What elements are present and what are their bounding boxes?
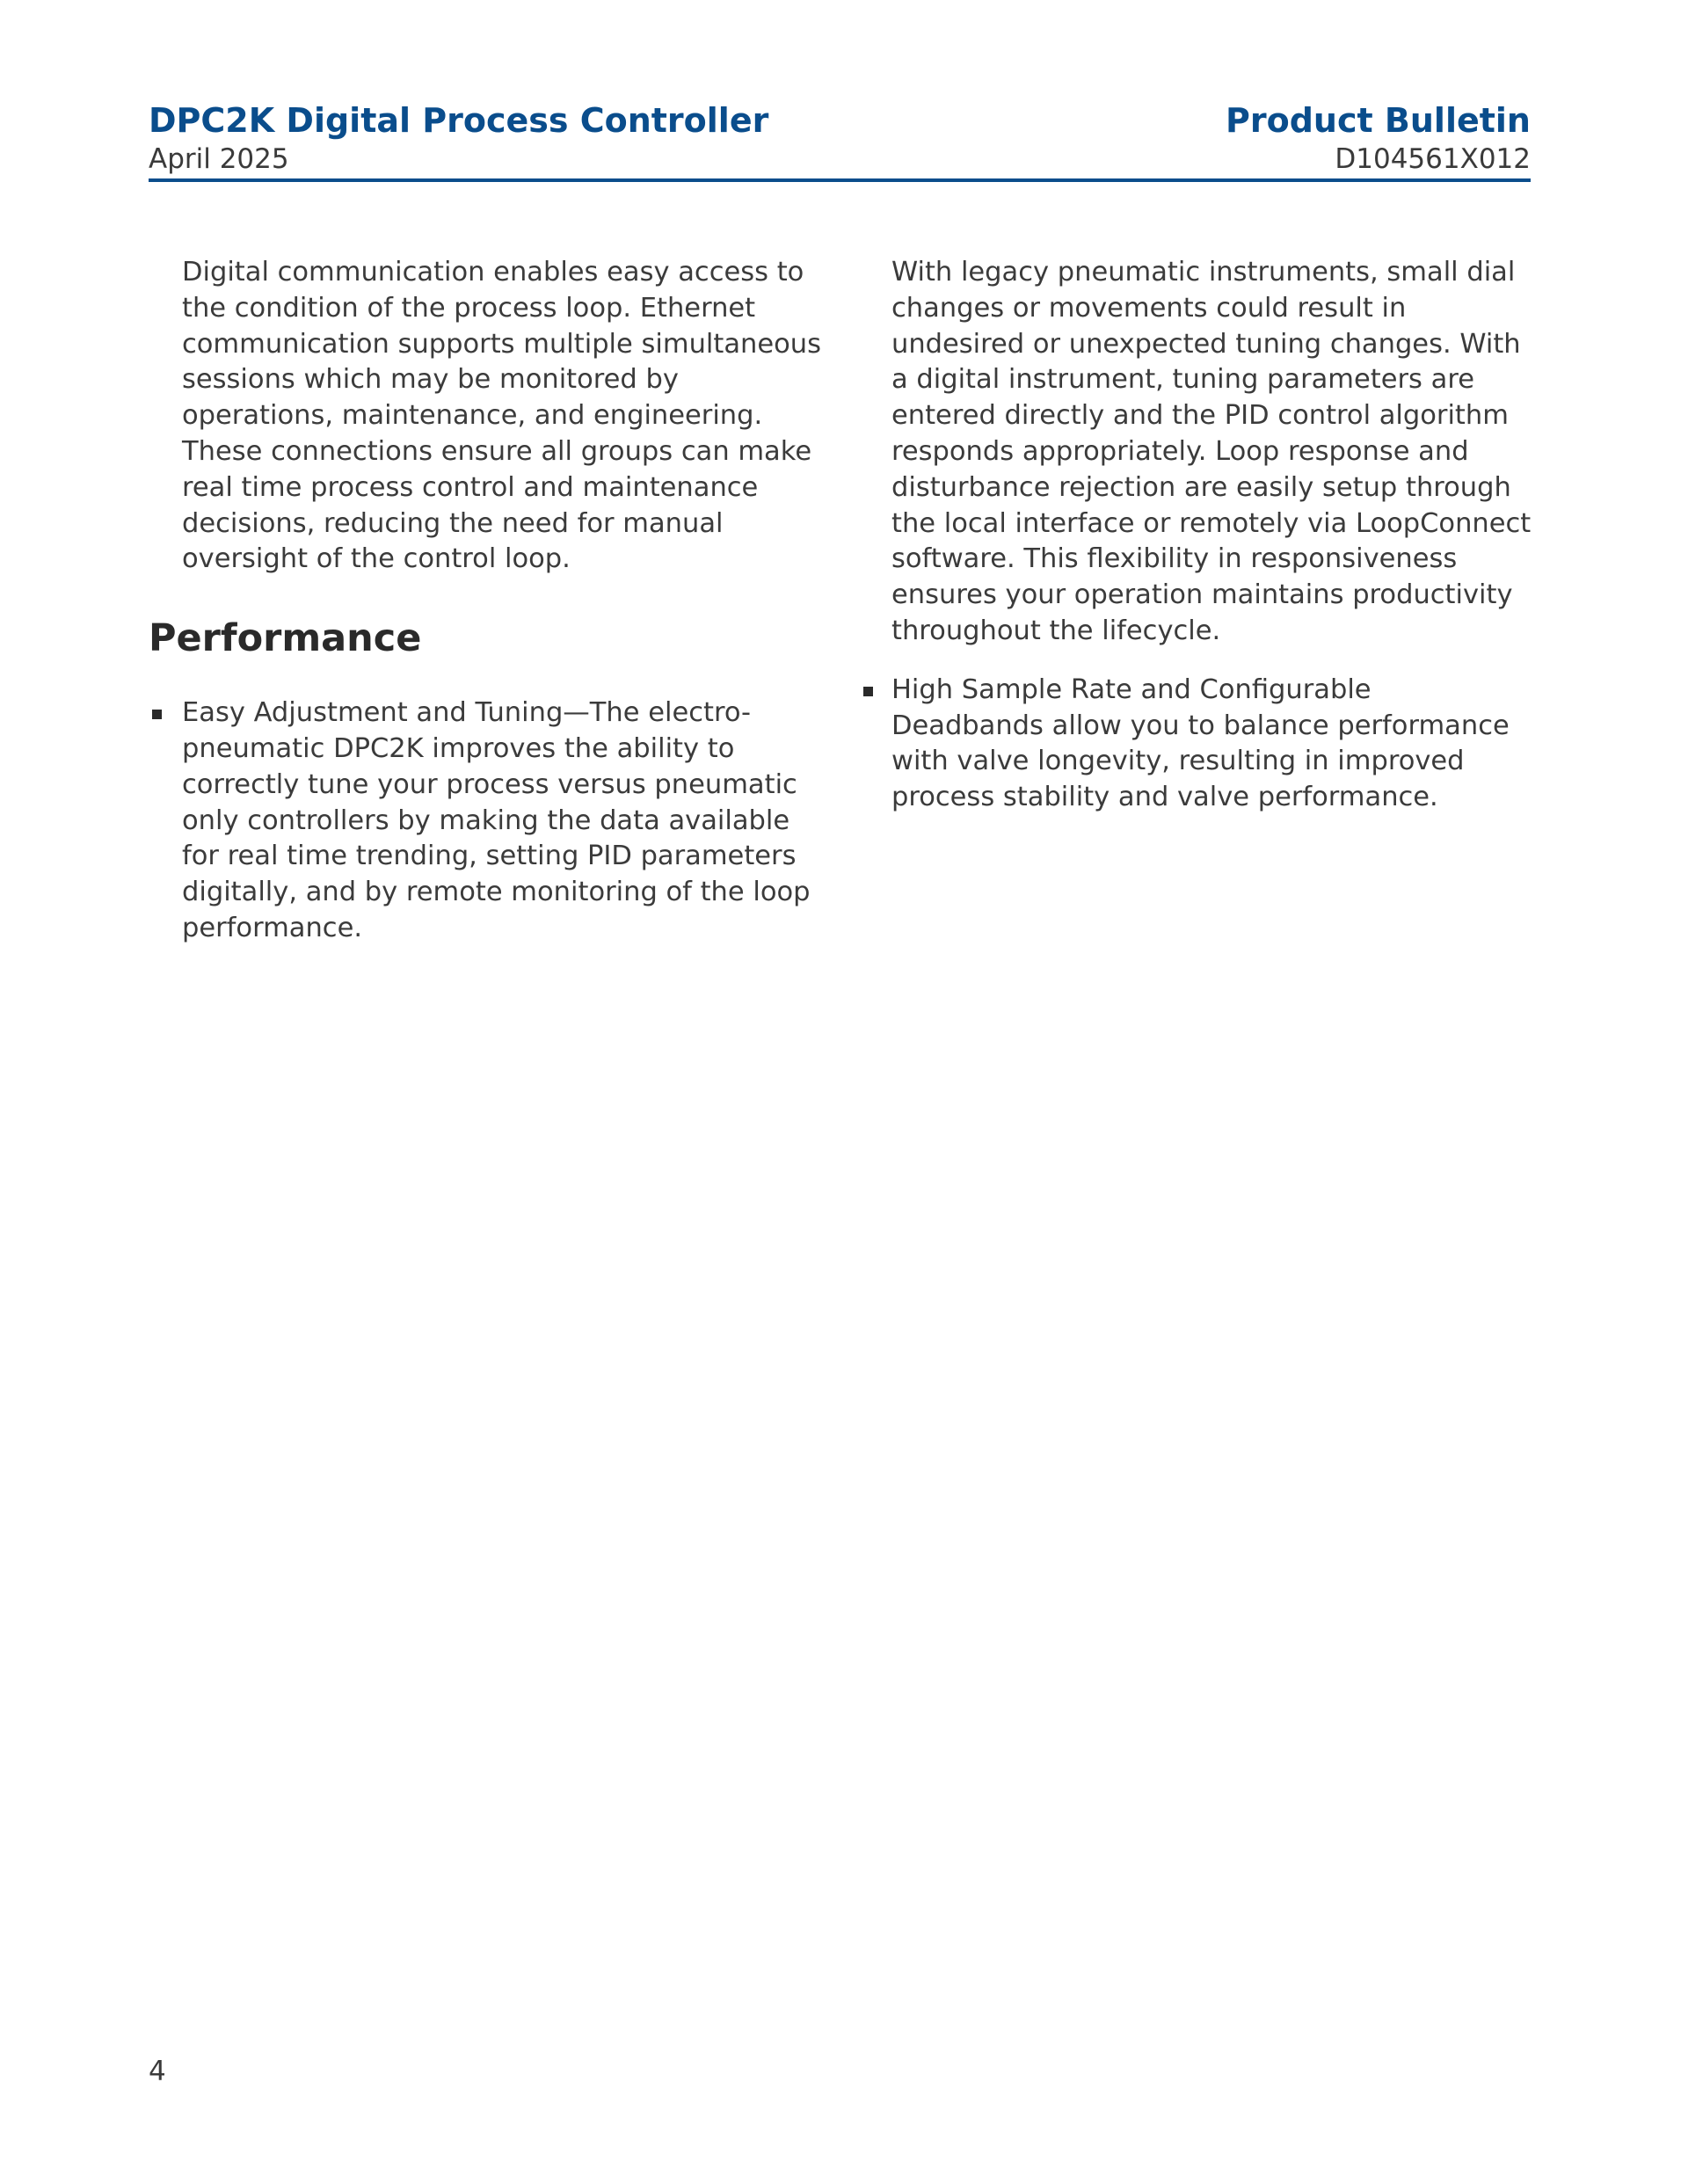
bullet-square-icon: [863, 687, 873, 696]
bullet-text-high-sample-rate: High Sample Rate and Configurable Deadbands allow you to balance performance with valve longevity, resulting in improved process stability and valve performance.: [891, 673, 1510, 813]
page-number: 4: [149, 2056, 166, 2087]
right-column: [863, 255, 1532, 816]
bullet-item: [863, 673, 1532, 816]
header-top-row: [149, 98, 1531, 142]
page-header: [149, 98, 1531, 183]
intro-paragraph: Digital communication enables easy access to the condition of the process loop. Ethernet communication supports multiple simultaneous sessions which may be monitored by operations, maintenance, and engineering. These connections ensure all groups can make real time process control and maintenance decisions, reducing the need for manual oversight of the control loop.: [182, 257, 821, 575]
document-date: April 2025: [149, 143, 289, 175]
document-type: Product Bulletin: [1226, 101, 1531, 140]
header-divider: [149, 178, 1531, 182]
document-number: D104561X012: [1335, 143, 1531, 175]
bullet-square-icon: [152, 710, 162, 719]
bullet-item: [149, 695, 834, 947]
header-bottom-row: [149, 142, 1531, 176]
right-paragraph: With legacy pneumatic instruments, small dial changes or movements could result in undesired or unexpected tuning changes. With a digital instrument, tuning parameters are entered directly and the PID control algorithm responds appropriately. Loop response and disturbance rejection are easily setup through the local interface or remotely via LoopConnect software. This flexibility in responsiveness ensures your operation maintains productivity throughout the lifecycle.: [891, 257, 1532, 646]
section-heading-performance: Performance: [149, 616, 422, 661]
bullet-text-easy-adjustment: Easy Adjustment and Tuning—The electro-pneumatic DPC2K improves the ability to correctly tune your process versus pneumatic only controllers by making the data available for real time trending, setting PID parameters digitally, and by remote monitoring of the loop performance.: [182, 697, 811, 943]
document-title: DPC2K Digital Process Controller: [149, 101, 769, 140]
left-column: [149, 255, 834, 947]
